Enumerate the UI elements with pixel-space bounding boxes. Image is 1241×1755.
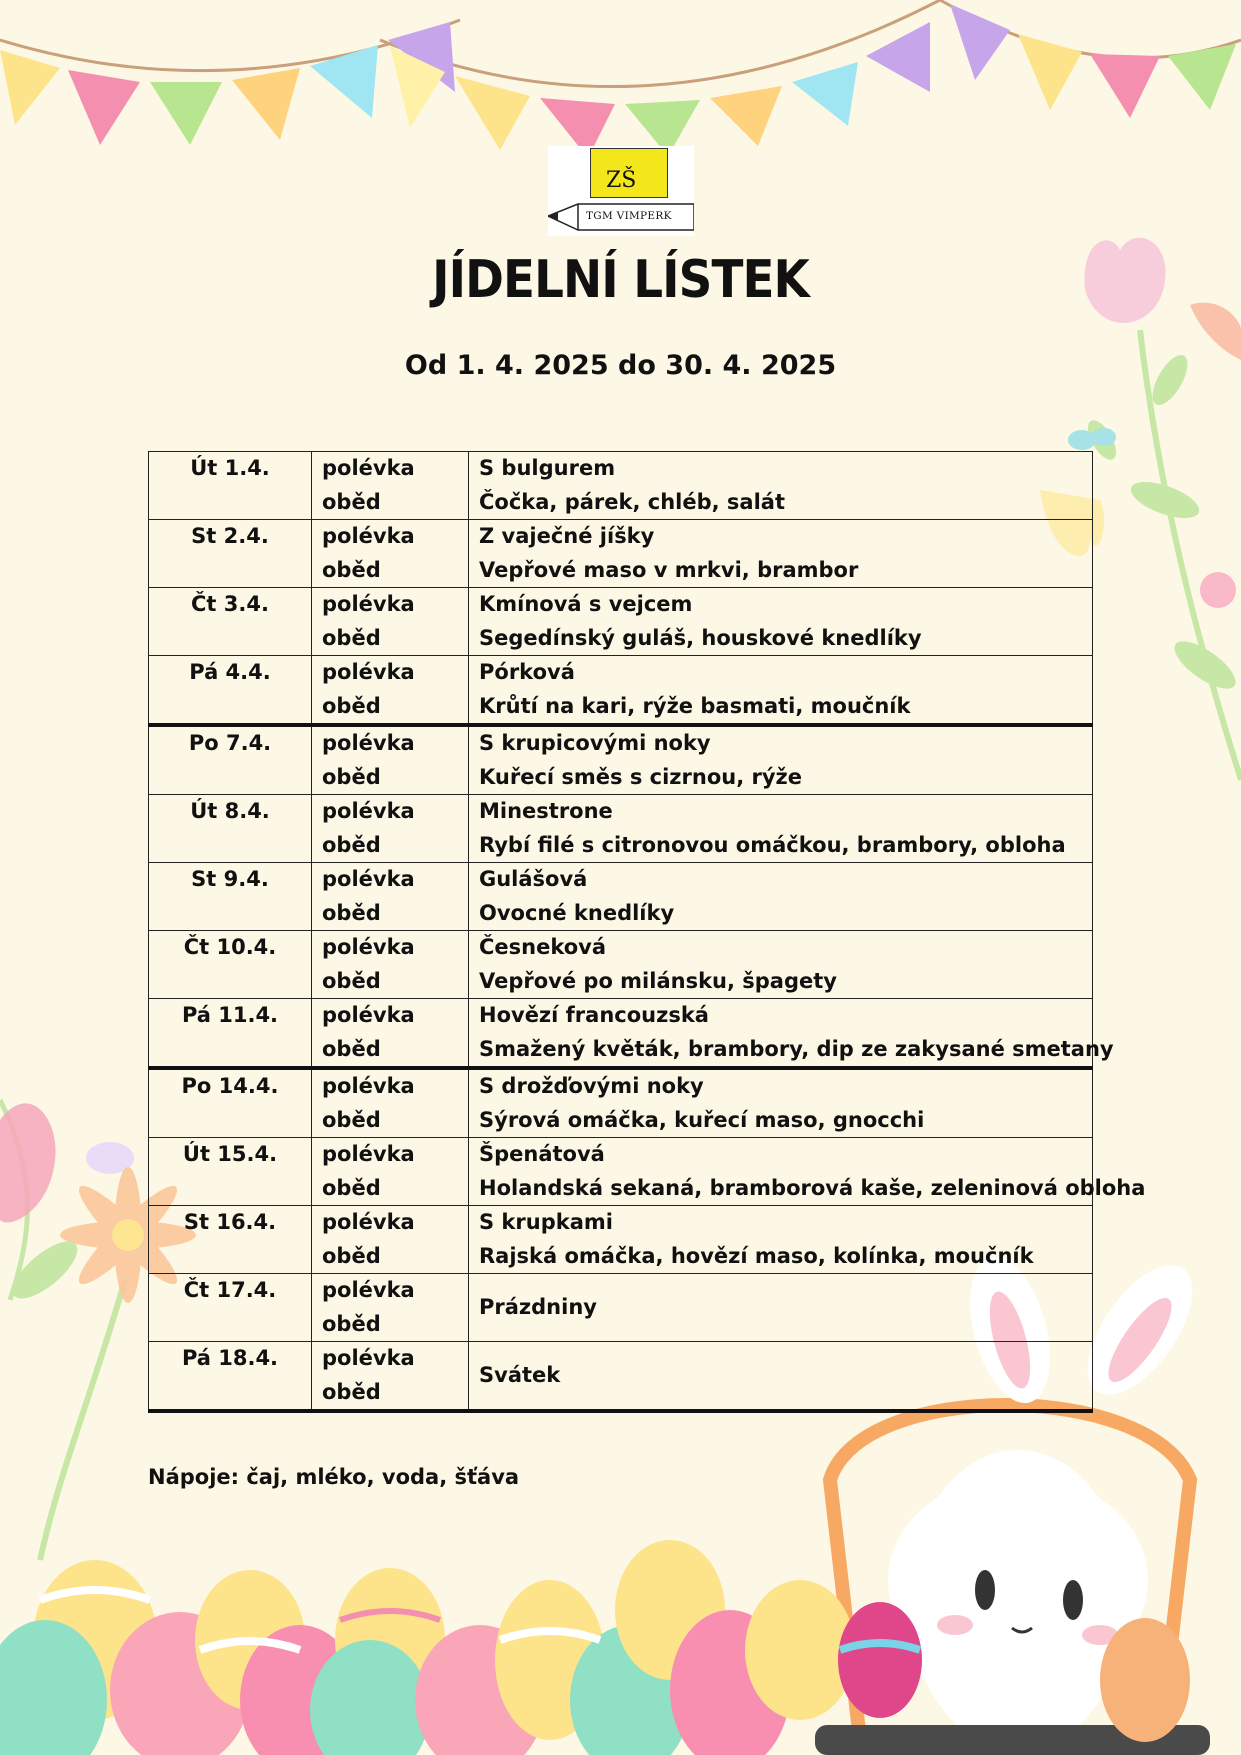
lunch-label: oběd [322,489,381,514]
lunch-label: oběd [322,968,381,993]
soup-dish: Špenátová [479,1142,605,1166]
course-labels [312,588,469,656]
lunch-dish: Vepřové po milánsku, špagety [479,968,837,993]
lunch-label: oběd [322,693,381,718]
day-cell: Út 15.4. [149,1138,312,1206]
soup-dish: Gulášová [479,867,588,891]
menu-row [149,931,1093,999]
course-labels [312,1342,469,1412]
lunch-dish: Čočka, párek, chléb, salát [479,489,786,514]
lunch-label: oběd [322,1175,381,1200]
lunch-dish: Ovocné knedlíky [479,900,675,925]
soup-label: polévka [322,731,415,755]
course-labels [312,520,469,588]
dish-cell [469,1068,1093,1138]
menu-row [149,795,1093,863]
dish-cell [469,863,1093,931]
day-cell: Pá 11.4. [149,999,312,1069]
menu-row [149,1206,1093,1274]
lunch-dish: Segedínský guláš, houskové knedlíky [479,625,922,650]
lunch-dish: Sýrová omáčka, kuřecí maso, gnocchi [479,1107,925,1132]
day-cell: Čt 10.4. [149,931,312,999]
course-labels [312,1206,469,1274]
lunch-label: oběd [322,557,381,582]
soup-dish: Kmínová s vejcem [479,592,693,616]
dish-cell [469,452,1093,520]
lunch-label: oběd [322,1107,381,1132]
logo-school-name: TGM VIMPERK [586,210,672,222]
soup-dish: Z vaječné jíšky [479,524,655,548]
lunch-label: oběd [322,900,381,925]
soup-label: polévka [322,1142,415,1166]
lunch-dish: Rybí filé s citronovou omáčkou, brambory, obloha [479,832,1066,857]
menu-table [148,451,1146,1413]
day-cell: Po 7.4. [149,725,312,795]
soup-label: polévka [322,592,415,616]
lunch-label: oběd [322,1243,381,1268]
soup-label: polévka [322,867,415,891]
dish-cell [469,1274,1093,1342]
soup-label: polévka [322,1003,415,1027]
course-labels [312,725,469,795]
lunch-dish: Kuřecí směs s cizrnou, rýže [479,764,803,789]
lunch-label: oběd [322,832,381,857]
menu-rows [149,452,1146,1412]
lunch-dish: Krůtí na kari, rýže basmati, moučník [479,693,911,718]
lunch-dish: Holandská sekaná, bramborová kaše, zeleninová obloha [479,1175,1146,1200]
day-cell: St 16.4. [149,1206,312,1274]
soup-dish: S krupkami [479,1210,613,1234]
soup-label: polévka [322,1346,415,1370]
menu-row [149,999,1093,1069]
dish-cell [469,656,1093,726]
soup-label: polévka [322,456,415,480]
dish-cell [469,725,1093,795]
menu-row [149,520,1093,588]
menu-row [149,1274,1093,1342]
lunch-label: oběd [322,1311,381,1336]
course-labels [312,1274,469,1342]
dish-cell [469,931,1093,999]
dish-cell [469,520,1093,588]
lunch-label: oběd [322,764,381,789]
course-labels [312,999,469,1069]
day-note: Prázdniny [479,1294,597,1319]
lunch-label: oběd [322,625,381,650]
soup-dish: S bulgurem [479,456,616,480]
dish-cell [469,999,1114,1069]
menu-row [149,452,1093,520]
day-cell: St 9.4. [149,863,312,931]
soup-label: polévka [322,935,415,959]
day-cell: St 2.4. [149,520,312,588]
drinks-note: Nápoje: čaj, mléko, voda, šťáva [148,1465,520,1489]
soup-dish: Česneková [479,935,607,959]
dish-cell [469,1342,1093,1412]
logo-initials: ZŠ [606,168,637,193]
dish-cell [469,1206,1093,1274]
lunch-label: oběd [322,1379,381,1404]
soup-dish: S krupicovými noky [479,731,711,755]
soup-label: polévka [322,799,415,823]
school-logo [548,146,694,236]
menu-row [149,725,1093,795]
soup-dish: Minestrone [479,799,613,823]
lunch-dish: Vepřové maso v mrkvi, brambor [479,557,859,582]
menu-row [149,588,1093,656]
page-title: JÍDELNÍ LÍSTEK [432,250,809,310]
course-labels [312,795,469,863]
lunch-dish: Rajská omáčka, hovězí maso, kolínka, moučník [479,1243,1034,1268]
day-cell: Út 8.4. [149,795,312,863]
menu-row [149,1342,1093,1412]
lunch-dish: Smažený květák, brambory, dip ze zakysané smetany [479,1036,1114,1061]
soup-label: polévka [322,1278,415,1302]
dish-cell [469,588,1093,656]
soup-dish: Hovězí francouzská [479,1003,709,1027]
day-cell: Pá 4.4. [149,656,312,726]
soup-dish: S drožďovými noky [479,1074,704,1098]
menu-row [149,863,1093,931]
menu-row [149,1068,1093,1138]
course-labels [312,1068,469,1138]
course-labels [312,1138,469,1206]
course-labels [312,656,469,726]
soup-label: polévka [322,1074,415,1098]
date-range: Od 1. 4. 2025 do 30. 4. 2025 [404,350,837,381]
soup-label: polévka [322,1210,415,1234]
day-cell: Út 1.4. [149,452,312,520]
day-cell: Pá 18.4. [149,1342,312,1412]
day-cell: Po 14.4. [149,1068,312,1138]
course-labels [312,452,469,520]
day-cell: Čt 17.4. [149,1274,312,1342]
menu-row [149,1138,1093,1206]
dish-cell [469,795,1093,863]
course-labels [312,931,469,999]
soup-label: polévka [322,660,415,684]
soup-dish: Pórková [479,660,575,684]
lunch-label: oběd [322,1036,381,1061]
dish-cell [469,1138,1146,1206]
course-labels [312,863,469,931]
day-cell: Čt 3.4. [149,588,312,656]
day-note: Svátek [479,1362,561,1387]
soup-label: polévka [322,524,415,548]
menu-row [149,656,1093,726]
